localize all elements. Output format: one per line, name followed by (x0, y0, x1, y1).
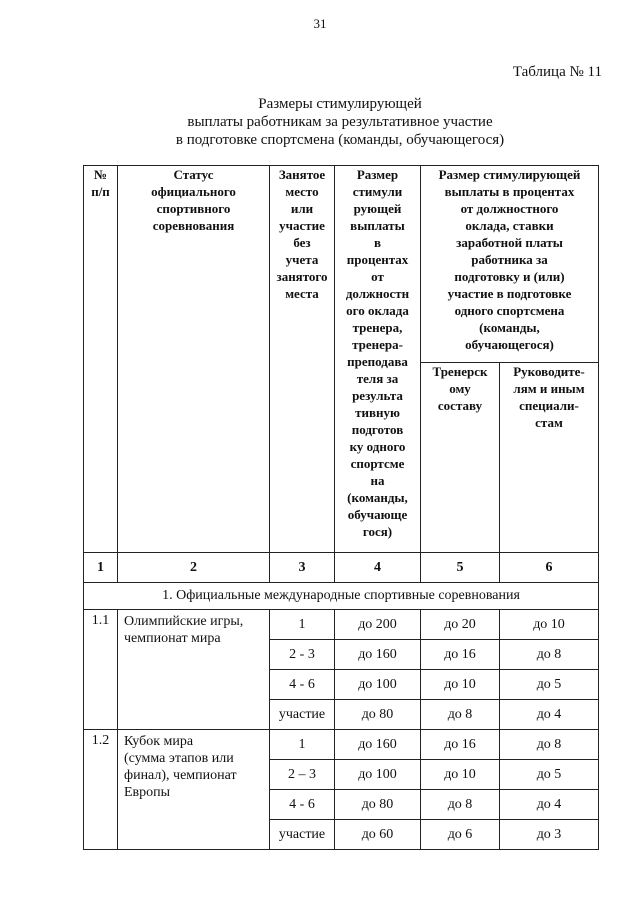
column-number: 1 (84, 553, 118, 583)
payments-table (83, 165, 599, 850)
column-number: 3 (270, 553, 335, 583)
title-line: Размеры стимулирующей (258, 96, 422, 112)
header-number: № п/п (84, 166, 118, 553)
column-number: 6 (500, 553, 599, 583)
title-line: в подготовке спортсмена (команды, обучающегося) (175, 132, 505, 148)
coach-percent-cell: до 160 (335, 730, 421, 760)
coach-percent-cell: до 80 (335, 790, 421, 820)
header-coaching-staff: Тренерск ому составу (421, 363, 500, 553)
manager-percent-cell: до 4 (500, 700, 599, 730)
coach-percent-cell: до 60 (335, 820, 421, 850)
competition-status: Кубок мира (сумма этапов или финал), чемпионат Европы (118, 730, 270, 850)
document-title (60, 95, 620, 149)
place-cell: 1 (270, 730, 335, 760)
place-cell: 4 - 6 (270, 670, 335, 700)
staff-percent-cell: до 16 (421, 730, 500, 760)
place-cell: 2 - 3 (270, 640, 335, 670)
staff-percent-cell: до 6 (421, 820, 500, 850)
column-number: 4 (335, 553, 421, 583)
staff-percent-cell: до 10 (421, 760, 500, 790)
place-cell: 2 – 3 (270, 760, 335, 790)
column-number: 5 (421, 553, 500, 583)
place-cell: 4 - 6 (270, 790, 335, 820)
header-status: Статус официального спортивного соревнования (118, 166, 270, 553)
row-code: 1.2 (84, 730, 118, 850)
staff-percent-cell: до 8 (421, 700, 500, 730)
header-place: Занятое место или участие без учета занятого места (270, 166, 335, 553)
competition-status: Олимпийские игры, чемпионат мира (118, 610, 270, 730)
header-managers: Руководите- лям и иным специали- стам (500, 363, 599, 553)
column-number: 2 (118, 553, 270, 583)
coach-percent-cell: до 200 (335, 610, 421, 640)
page-number: 31 (313, 16, 327, 31)
coach-percent-cell: до 160 (335, 640, 421, 670)
section-title: 1. Официальные международные спортивные соревнования (84, 583, 599, 610)
place-cell: участие (270, 700, 335, 730)
manager-percent-cell: до 5 (500, 670, 599, 700)
column-numbers-row (84, 553, 599, 583)
staff-percent-cell: до 10 (421, 670, 500, 700)
coach-percent-cell: до 80 (335, 700, 421, 730)
manager-percent-cell: до 8 (500, 730, 599, 760)
header-coach-payment: Размер стимули рующей выплаты в процентах от должностн ого оклада тренера, тренера- преподава теля за результа тивную подготов ку одного спортсме на (команды, обучающе гося) (335, 166, 421, 553)
title-line: выплаты работникам за результативное участие (187, 114, 493, 130)
manager-percent-cell: до 8 (500, 640, 599, 670)
manager-percent-cell: до 10 (500, 610, 599, 640)
manager-percent-cell: до 5 (500, 760, 599, 790)
coach-percent-cell: до 100 (335, 760, 421, 790)
place-cell: участие (270, 820, 335, 850)
coach-percent-cell: до 100 (335, 670, 421, 700)
staff-percent-cell: до 8 (421, 790, 500, 820)
staff-percent-cell: до 16 (421, 640, 500, 670)
header-staff-payment: Размер стимулирующей выплаты в процентах от должностного оклада, ставки заработной платы работника за подготовку и (или) участие в подготовке одного спортсмена (команды, обучающегося) (421, 166, 599, 363)
manager-percent-cell: до 3 (500, 820, 599, 850)
table-label: Таблица № 11 (512, 64, 602, 80)
staff-percent-cell: до 20 (421, 610, 500, 640)
row-code: 1.1 (84, 610, 118, 730)
table-row (84, 610, 599, 640)
manager-percent-cell: до 4 (500, 790, 599, 820)
place-cell: 1 (270, 610, 335, 640)
table-row (84, 730, 599, 760)
